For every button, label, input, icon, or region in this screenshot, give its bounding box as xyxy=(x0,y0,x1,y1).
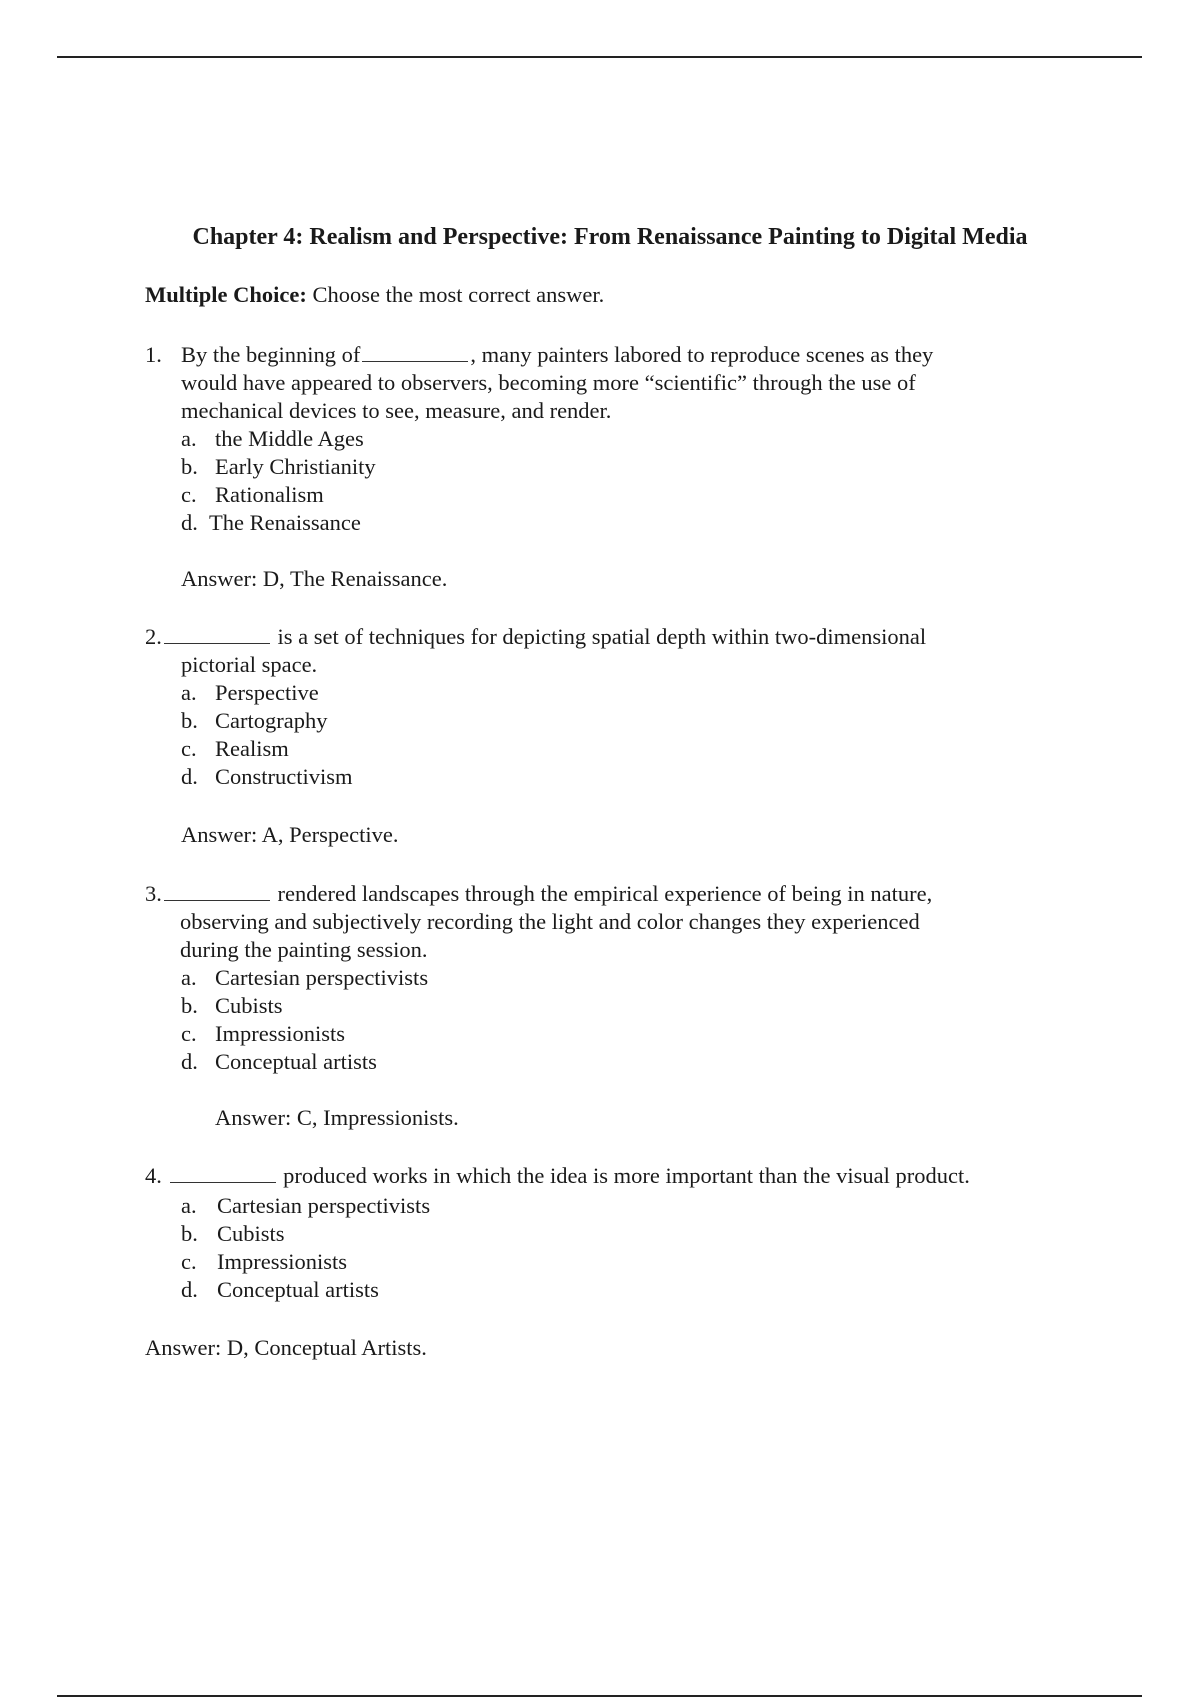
option-item xyxy=(181,707,327,735)
option-item xyxy=(181,1276,379,1304)
option-text: Impressionists xyxy=(215,1021,346,1046)
question-stem xyxy=(145,1162,970,1190)
option-text: Impressionists xyxy=(217,1249,348,1274)
option-item xyxy=(181,763,353,791)
instructions-label: Multiple Choice: xyxy=(145,282,307,307)
question-number: 2. xyxy=(145,624,162,649)
option-item xyxy=(181,1248,347,1276)
option-letter: b. xyxy=(181,993,198,1018)
option-letter: a. xyxy=(181,1193,197,1218)
option-item xyxy=(181,735,289,763)
question-number: 3. xyxy=(145,881,162,906)
answer-text: Answer: D, Conceptual Artists. xyxy=(145,1335,427,1360)
option-letter: a. xyxy=(181,680,197,705)
top-rule xyxy=(57,56,1142,58)
option-text: Conceptual artists xyxy=(215,1049,377,1074)
option-letter: b. xyxy=(181,708,198,733)
option-item xyxy=(181,1220,285,1248)
option-text: Perspective xyxy=(215,680,319,705)
option-item xyxy=(181,425,364,453)
option-letter: c. xyxy=(181,1021,197,1046)
question-stem-line: mechanical devices to see, measure, and render. xyxy=(181,398,612,423)
question-stem xyxy=(181,341,933,369)
question-stem-line: during the painting session. xyxy=(180,937,428,962)
option-text: Cubists xyxy=(215,993,283,1018)
option-letter: d. xyxy=(181,1049,198,1074)
option-letter: b. xyxy=(181,1221,198,1246)
option-item xyxy=(181,1020,345,1048)
question-number: 1. xyxy=(145,342,162,367)
option-text: Early Christianity xyxy=(215,454,376,479)
answer-blank xyxy=(164,899,270,901)
option-item xyxy=(181,964,428,992)
option-letter: c. xyxy=(181,482,197,507)
option-letter: d. xyxy=(181,1277,198,1302)
option-item xyxy=(181,509,361,537)
option-letter: d. xyxy=(181,764,198,789)
question-stem-line: would have appeared to observers, becoming more “scientific” through the use of xyxy=(181,370,916,395)
option-item xyxy=(181,453,376,481)
option-text: Constructivism xyxy=(215,764,353,789)
option-item xyxy=(181,1192,430,1220)
stem-text: produced works in which the idea is more important than the visual product. xyxy=(277,1163,970,1188)
stem-text: By the beginning of xyxy=(181,342,361,367)
answer-blank xyxy=(362,360,468,362)
question-stem-line: observing and subjectively recording the light and color changes they experienced xyxy=(180,909,920,934)
option-text: Cartography xyxy=(215,708,328,733)
option-letter: c. xyxy=(181,1249,197,1274)
question-stem xyxy=(145,880,932,908)
option-letter: d. xyxy=(181,510,198,535)
option-text: Conceptual artists xyxy=(217,1277,379,1302)
bottom-rule xyxy=(57,1695,1142,1697)
option-letter: c. xyxy=(181,736,197,761)
answer-text: Answer: D, The Renaissance. xyxy=(181,566,448,591)
option-letter: a. xyxy=(181,965,197,990)
question-number: 4. xyxy=(145,1163,162,1188)
page-title: Chapter 4: Realism and Perspective: From Renaissance Painting to Digital Media xyxy=(192,224,1028,250)
answer-text: Answer: C, Impressionists. xyxy=(215,1105,459,1130)
answer-blank xyxy=(170,1181,276,1183)
option-text: the Middle Ages xyxy=(215,426,364,451)
instructions xyxy=(145,281,604,309)
option-item xyxy=(181,1048,377,1076)
option-item xyxy=(181,481,324,509)
answer-blank xyxy=(164,642,270,644)
question-stem xyxy=(145,623,926,651)
stem-text: is a set of techniques for depicting spatial depth within two-dimensional xyxy=(271,624,927,649)
option-text: Realism xyxy=(215,736,289,761)
option-text: Cubists xyxy=(217,1221,285,1246)
option-text: The Renaissance xyxy=(209,510,361,535)
option-text: Cartesian perspectivists xyxy=(215,965,429,990)
option-item xyxy=(181,992,283,1020)
stem-text: rendered landscapes through the empirical experience of being in nature, xyxy=(271,881,933,906)
instructions-text: Choose the most correct answer. xyxy=(312,282,605,307)
question-stem-line: pictorial space. xyxy=(181,652,318,677)
option-text: Cartesian perspectivists xyxy=(217,1193,431,1218)
stem-text: , many painters labored to reproduce scenes as they xyxy=(470,342,934,367)
option-item xyxy=(181,679,319,707)
answer-text: Answer: A, Perspective. xyxy=(181,822,399,847)
option-text: Rationalism xyxy=(215,482,324,507)
option-letter: b. xyxy=(181,454,198,479)
option-letter: a. xyxy=(181,426,197,451)
